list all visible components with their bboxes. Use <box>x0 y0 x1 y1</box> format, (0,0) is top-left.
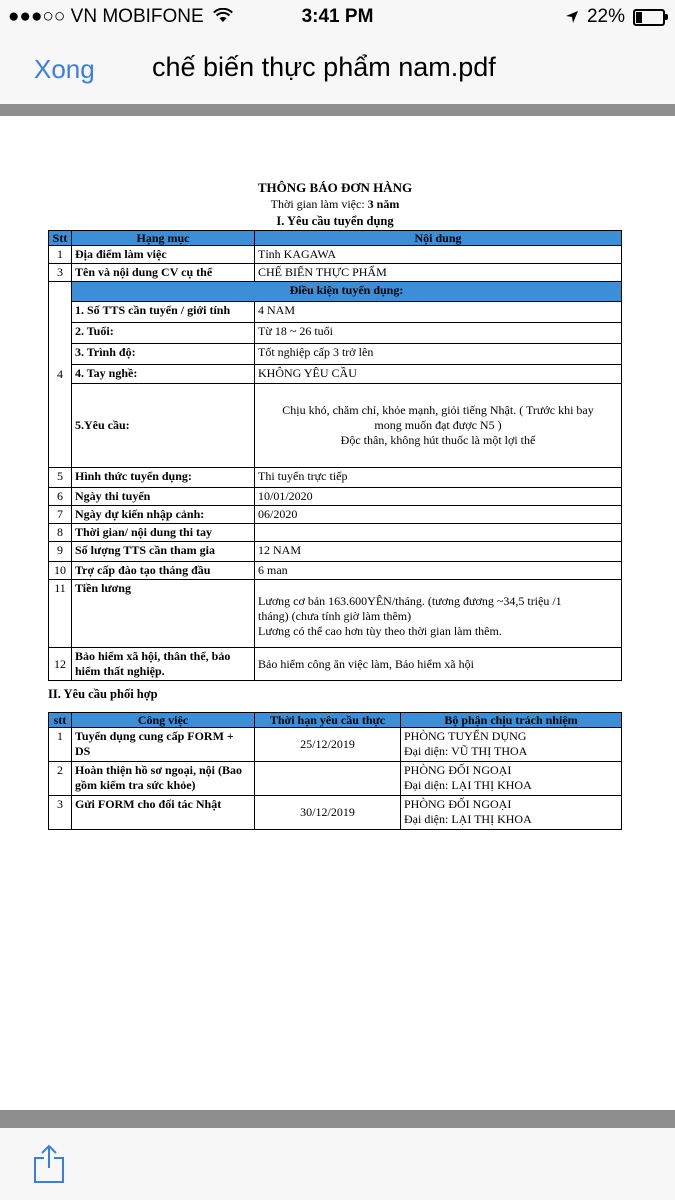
table-row <box>49 762 622 796</box>
table-row <box>49 506 622 524</box>
col-content: Nội dung <box>255 231 622 246</box>
row-number: 9 <box>49 542 72 562</box>
row-label: 3. Trình độ: <box>72 344 255 365</box>
requirement-line: Chịu khó, chăm chỉ, khỏe mạnh, giỏi tiếng Nhật. ( Trước khi bay <box>282 403 594 417</box>
department-name: PHÒNG ĐỐI NGOẠI <box>404 763 512 777</box>
salary-line: tháng) (chưa tính giờ làm thêm) <box>258 608 412 623</box>
row-value: 06/2020 <box>255 506 622 524</box>
row-value <box>255 524 622 542</box>
table-row <box>49 580 622 648</box>
bottom-toolbar <box>0 1128 675 1200</box>
salary-line: Lương có thể cao hơn tùy theo thời gian làm thêm. <box>258 623 502 638</box>
col-task: Công việc <box>72 713 255 728</box>
battery-icon <box>633 9 665 26</box>
row-value: Thi tuyển trực tiếp <box>255 468 622 488</box>
deadline-cell <box>255 762 401 796</box>
table-row <box>49 365 622 384</box>
battery-fill <box>636 12 642 23</box>
done-button[interactable]: Xong <box>34 54 95 84</box>
clock: 3:41 PM <box>301 6 374 27</box>
table-row <box>49 246 622 264</box>
table-row <box>49 562 622 580</box>
row-value: Tốt nghiệp cấp 3 trở lên <box>255 344 622 365</box>
row-label: Hình thức tuyển dụng: <box>72 468 255 488</box>
row-number: 10 <box>49 562 72 580</box>
battery-percent: 22% <box>586 6 625 27</box>
department-cell <box>401 762 622 796</box>
table-header-row <box>49 231 622 246</box>
col-stt: stt <box>49 713 72 728</box>
row-number: 8 <box>49 524 72 542</box>
col-deadline: Thời hạn yêu cầu thực <box>255 713 401 728</box>
table-row <box>49 282 622 302</box>
table-row <box>49 468 622 488</box>
row-label: Trợ cấp đào tạo tháng đầu <box>72 562 255 580</box>
row-value <box>255 580 622 648</box>
pdf-page[interactable] <box>48 180 622 830</box>
requirement-line: mong muốn đạt được N5 ) <box>374 418 502 432</box>
row-label: Ngày dự kiến nhập cảnh: <box>72 506 255 524</box>
row-number: 4 <box>49 282 72 468</box>
bottom-divider <box>0 1110 675 1128</box>
document-title: chế biến thực phẩm nam.pdf <box>152 52 496 82</box>
section-2-title: II. Yêu cầu phối hợp <box>48 687 158 701</box>
table-row <box>49 264 622 282</box>
row-label: Tên và nội dung CV cụ thể <box>72 264 255 282</box>
row-value: 12 NAM <box>255 542 622 562</box>
row-label: 4. Tay nghề: <box>72 365 255 384</box>
work-time-label: Thời gian làm việc: <box>270 197 368 211</box>
table-row <box>49 344 622 365</box>
row-label: Địa điểm làm việc <box>72 246 255 264</box>
salary-line: Lương cơ bản 163.600YÊN/tháng. (tương đương ~34,5 triệu /1 <box>258 593 562 608</box>
coordination-table <box>48 712 622 830</box>
deadline-cell: 25/12/2019 <box>255 728 401 762</box>
row-value: Từ 18 ~ 26 tuổi <box>255 323 622 344</box>
department-rep: Đại diện: LẠI THỊ KHOA <box>404 778 532 792</box>
table-row <box>49 796 622 830</box>
col-department: Bộ phận chịu trách nhiệm <box>401 713 622 728</box>
row-label: 5.Yêu cầu: <box>72 384 255 468</box>
deadline-cell: 30/12/2019 <box>255 796 401 830</box>
row-value: Bảo hiểm công ăn việc làm, Bảo hiểm xã hội <box>255 648 622 681</box>
table-header-row <box>49 713 622 728</box>
row-number: 6 <box>49 488 72 506</box>
row-value: 4 NAM <box>255 302 622 323</box>
row-label: Ngày thi tuyển <box>72 488 255 506</box>
department-rep: Đại diện: VŨ THỊ THOA <box>404 744 528 758</box>
department-cell <box>401 796 622 830</box>
row-number: 2 <box>49 762 72 796</box>
task-cell: Gửi FORM cho đối tác Nhật <box>72 796 255 830</box>
row-number: 1 <box>49 246 72 264</box>
row-label: Thời gian/ nội dung thi tay <box>72 524 255 542</box>
row-label: Bảo hiểm xã hội, thân thể, bảo hiểm thất nghiệp. <box>72 648 255 681</box>
table-row <box>49 488 622 506</box>
doc-title: THÔNG BÁO ĐƠN HÀNG <box>257 180 413 195</box>
row-value: Tỉnh KAGAWA <box>255 246 622 264</box>
table-row <box>49 384 622 468</box>
row-label: 1. Số TTS cần tuyển / giới tính <box>72 302 255 323</box>
requirement-line: Độc thân, không hút thuốc là một lợi thế <box>340 433 536 447</box>
row-label: Tiền lương <box>72 580 255 648</box>
row-number: 1 <box>49 728 72 762</box>
table-row <box>49 648 622 681</box>
share-icon[interactable] <box>32 1144 66 1184</box>
row-label: 2. Tuổi: <box>72 323 255 344</box>
top-divider <box>0 104 675 116</box>
row-value <box>255 384 622 468</box>
row-number: 3 <box>49 264 72 282</box>
table-row <box>49 323 622 344</box>
department-name: PHÒNG ĐỐI NGOẠI <box>404 797 512 811</box>
row-number: 5 <box>49 468 72 488</box>
table-row <box>49 728 622 762</box>
navigation-bar <box>0 34 675 104</box>
row-value: KHÔNG YÊU CẦU <box>255 365 622 384</box>
row-value: 6 man <box>255 562 622 580</box>
col-stt: Stt <box>49 231 72 246</box>
status-right <box>565 6 665 28</box>
row-value: CHẾ BIẾN THỰC PHẨM <box>255 264 622 282</box>
department-name: PHÒNG TUYỂN DỤNG <box>404 729 527 743</box>
row-number: 3 <box>49 796 72 830</box>
department-rep: Đại diện: LẠI THỊ KHOA <box>404 812 532 826</box>
table-row <box>49 524 622 542</box>
department-cell <box>401 728 622 762</box>
table-row <box>49 542 622 562</box>
row-number: 11 <box>49 580 72 648</box>
task-cell: Tuyển dụng cung cấp FORM + DS <box>72 728 255 762</box>
conditions-subheader: Điều kiện tuyển dụng: <box>72 282 622 302</box>
col-item: Hạng mục <box>72 231 255 246</box>
carrier-text: ●●●○○ VN MOBIFONE <box>8 6 204 27</box>
work-time <box>48 196 622 212</box>
row-number: 7 <box>49 506 72 524</box>
status-bar <box>0 0 675 34</box>
work-time-value: 3 năm <box>367 197 400 211</box>
row-value: 10/01/2020 <box>255 488 622 506</box>
location-arrow-icon <box>565 10 579 24</box>
table-row <box>49 302 622 323</box>
row-number: 12 <box>49 648 72 681</box>
row-label: Số lượng TTS cần tham gia <box>72 542 255 562</box>
requirements-table <box>48 230 622 681</box>
task-cell: Hoàn thiện hồ sơ ngoại, nội (Bao gồm kiểm tra sức khỏe) <box>72 762 255 796</box>
section-1-title: I. Yêu cầu tuyển dụng <box>276 214 394 228</box>
